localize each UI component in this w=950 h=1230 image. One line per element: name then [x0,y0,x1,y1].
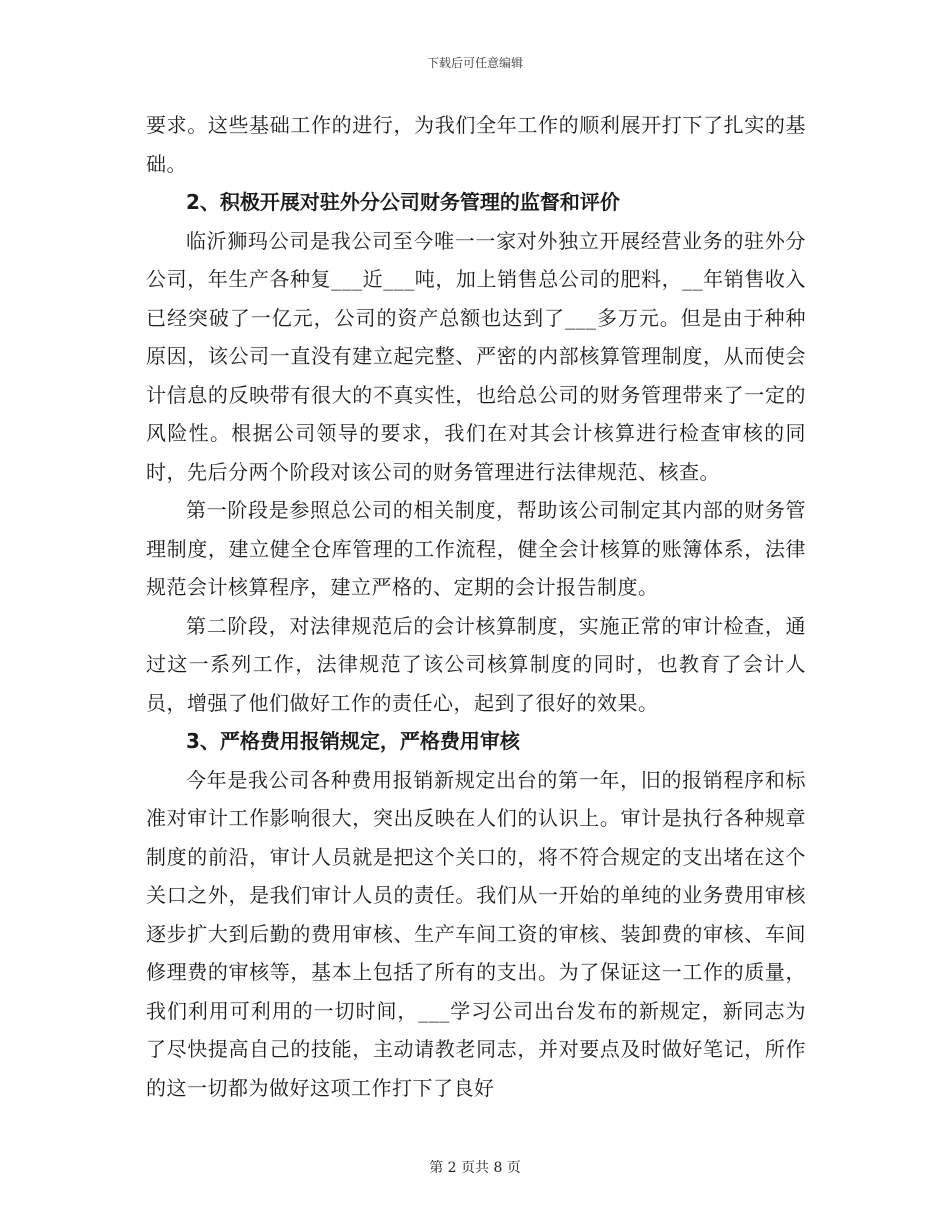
section-heading-2: 2、积极开展对驻外分公司财务管理的监督和评价 [186,190,620,214]
paragraph-3: 第二阶段，对法律规范后的会计核算制度，实施正常的审计检查，通过这一系列工作，法律规范了该公司核算制度的同时，也教育了会计人员，增强了他们做好工作的责任心，起到了很好的效果。 [146,613,806,715]
paragraph-4: 今年是我公司各种费用报销新规定出台的第一年，旧的报销程序和标准对审计工作影响很大，突出反映在人们的认识上。审计是执行各种规章制度的前沿，审计人员就是把这个关口的，将不符合规定的支出堵在这个关口之外，是我们审计人员的责任。我们从一开始的单纯的业务费用审核逐步扩大到后勤的费用审核、生产车间工资的审核、装卸费的审核、车间修理费的审核等，基本上包括了所有的支出。为了保证这一工作的质量，我们利用可利用的一切时间，___学习公司出台发布的新规定，新同志为了尽快提高自己的技能，主动请教老同志，并对要点及时做好笔记，所作的这一切都为做好这项工作打下了良好 [146,767,806,1100]
document-body [146,106,806,1107]
paragraph-continued: 要求。这些基础工作的进行，为我们全年工作的顺利展开打下了扎实的基础。 [146,113,806,176]
paragraph-2: 第一阶段是参照总公司的相关制度，帮助该公司制定其内部的财务管理制度，建立健全仓库管理的工作流程，健全会计核算的账簿体系，法律规范会计核算程序，建立严格的、定期的会计报告制度。 [146,498,806,599]
header-note: 下载后可任意编辑 [426,56,523,70]
page-number: 第 2 页共 8 页 [429,1160,521,1176]
section-heading-3: 3、严格费用报销规定，严格费用审核 [186,729,520,753]
paragraph-1: 临沂狮玛公司是我公司至今唯一一家对外独立开展经营业务的驻外分公司，年生产各种复___近___吨，加上销售总公司的肥料，__年销售收入已经突破了一亿元，公司的资产总额也达到了___多万元。但是由于种种原因，该公司一直没有建立起完整、严密的内部核算管理制度，从而使会计信息的反映带有很大的不真实性，也给总公司的财务管理带来了一定的风险性。根据公司领导的要求，我们在对其会计核算进行检查审核的同时，先后分两个阶段对该公司的财务管理进行法律规范、核查。 [146,228,806,484]
